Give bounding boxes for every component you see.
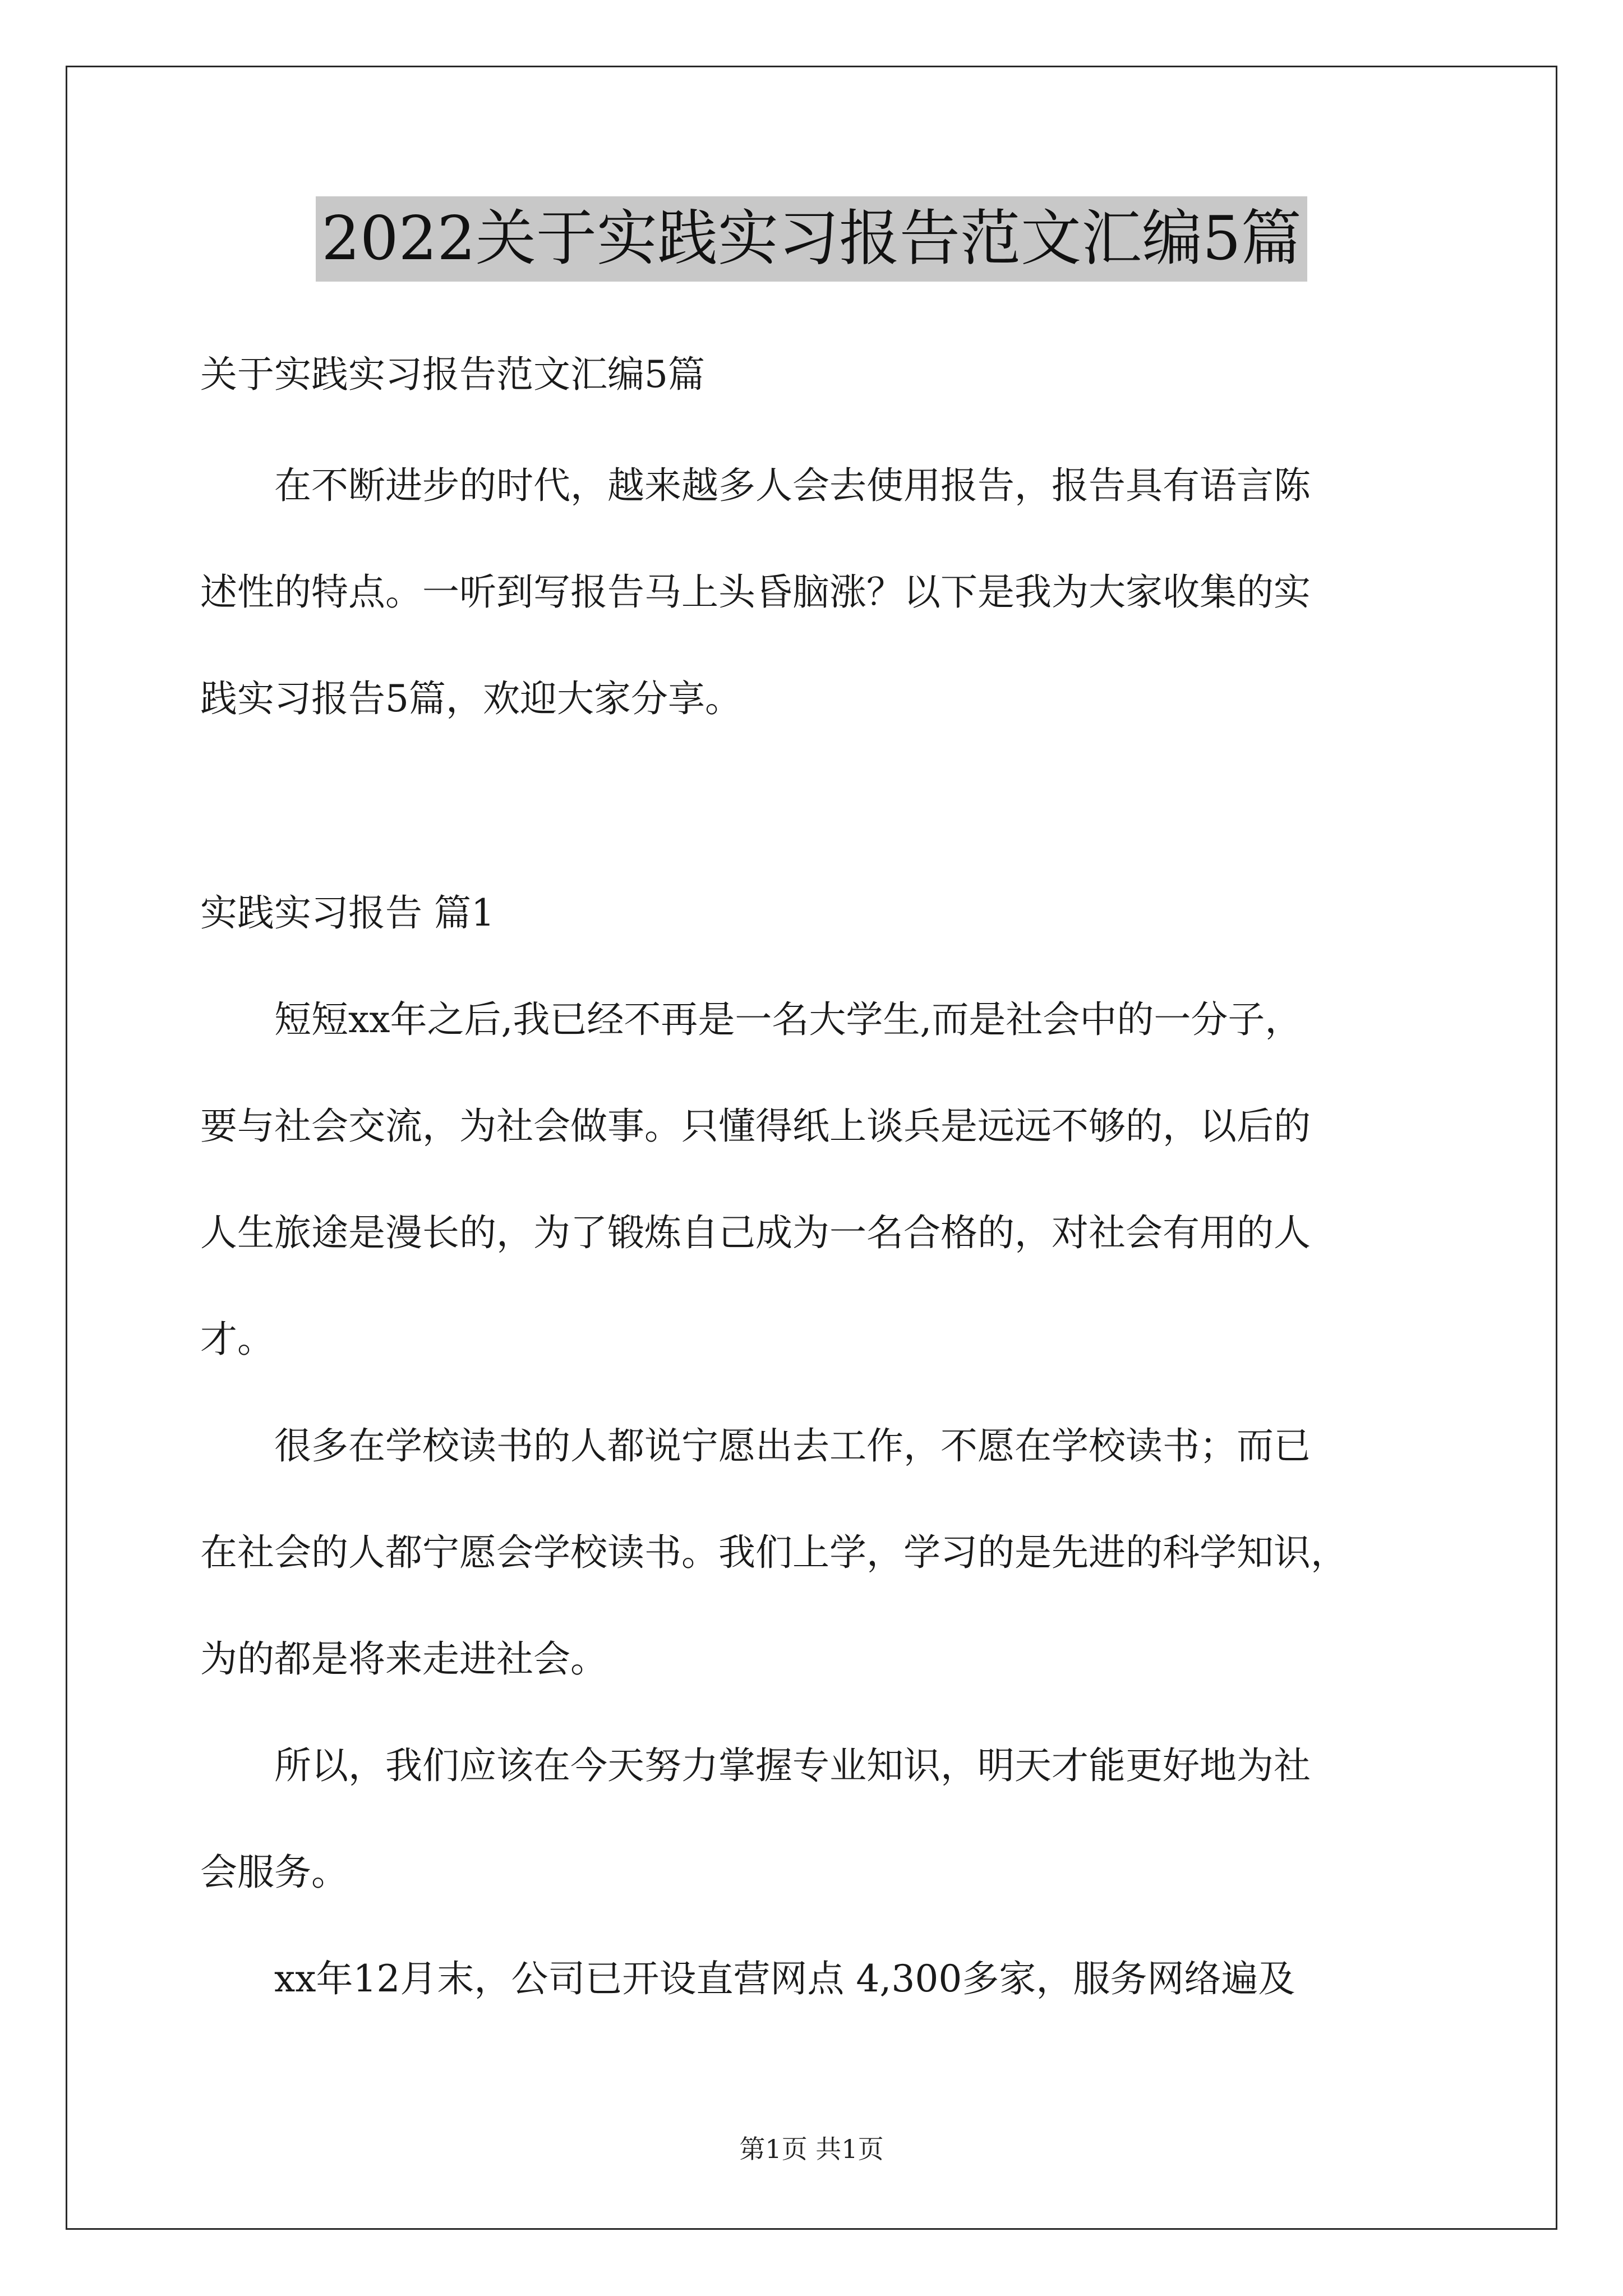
body-line-10: xx年12月末，公司已开设直营网点 4,300多家，服务网络遍及	[200, 1957, 1295, 2000]
intro-line-2: 述性的特点。一听到写报告马上头昏脑涨？以下是我为大家收集的实	[200, 570, 1311, 614]
title-container	[0, 196, 1623, 282]
body-line-5: 很多在学校读书的人都说宁愿出去工作，不愿在学校读书；而已	[200, 1424, 1311, 1467]
body-line-2: 要与社会交流，为社会做事。只懂得纸上谈兵是远远不够的，以后的	[200, 1105, 1311, 1148]
document-title: 2022关于实践实习报告范文汇编5篇	[316, 196, 1307, 282]
intro-line-3: 践实习报告5篇，欢迎大家分享。	[200, 677, 742, 720]
body-line-7: 为的都是将来走进社会。	[200, 1637, 607, 1681]
body-line-3: 人生旅途是漫长的，为了锻炼自己成为一名合格的，对社会有用的人	[200, 1211, 1311, 1254]
body-line-6: 在社会的人都宁愿会学校读书。我们上学，学习的是先进的科学知识，	[200, 1531, 1348, 1574]
body-line-8: 所以，我们应该在今天努力掌握专业知识，明天才能更好地为社	[200, 1744, 1311, 1787]
body-line-1: 短短xx年之后,我已经不再是一名大学生,而是社会中的一分子，	[200, 998, 1302, 1041]
section-heading: 实践实习报告 篇1	[200, 891, 495, 935]
document-subtitle: 关于实践实习报告范文汇编5篇	[200, 353, 705, 396]
intro-line-1: 在不断进步的时代，越来越多人会去使用报告，报告具有语言陈	[200, 464, 1311, 507]
body-line-9: 会服务。	[200, 1851, 348, 1894]
page-footer: 第1页 共1页	[739, 2134, 884, 2164]
body-line-4: 才。	[200, 1318, 274, 1361]
